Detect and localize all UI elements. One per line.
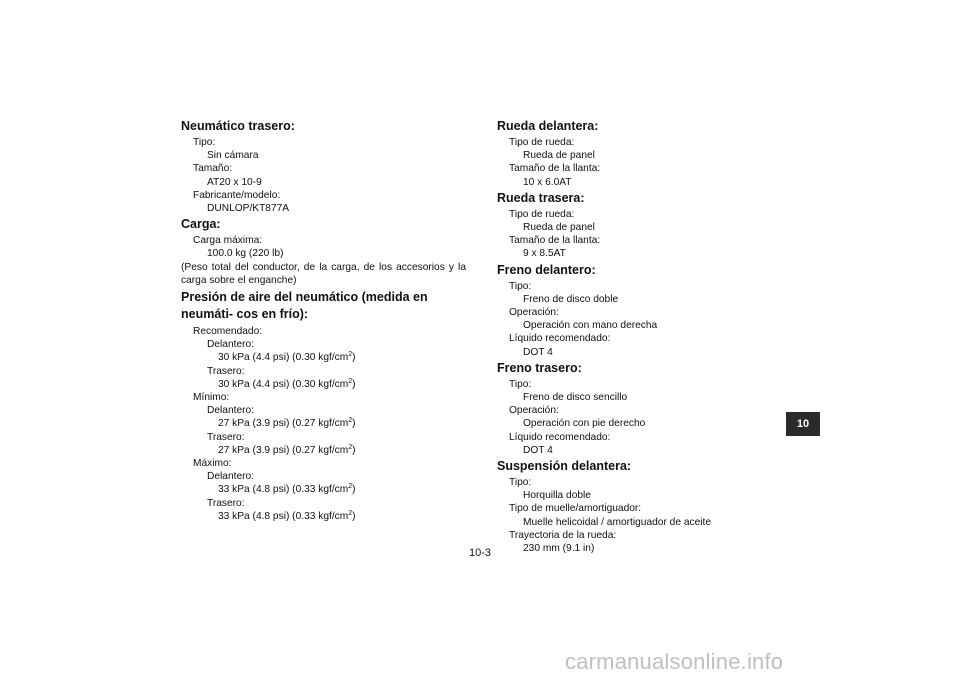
front-brake-type-label: Tipo: [509,280,532,292]
front-wheel-size-value: 10 x 6.0AT [523,176,572,188]
rear-wheel-type-value: Rueda de panel [523,222,595,234]
front-suspension-type-label: Tipo: [509,477,532,489]
rear-wheel-size-label: Tamaño de la llanta: [509,235,601,247]
rear-wheel-size-value: 9 x 8.5AT [523,248,566,260]
rear-wheel-heading: Rueda trasera: [497,190,585,205]
front-wheel-size-label: Tamaño de la llanta: [509,163,601,175]
front-suspension-travel-label: Trayectoria de la rueda: [509,529,617,541]
front-wheel-type-value: Rueda de panel [523,150,595,162]
front-brake-operation-label: Operación: [509,307,559,319]
front-wheel-heading: Rueda delantera: [497,119,599,133]
rear-brake-fluid-label: Líquido recomendado: [509,431,611,443]
load-max-value: 100.0 kg (220 lb) [207,248,284,260]
left-column [181,117,466,523]
watermark: carmanualsonline.info [565,649,784,674]
rear-tire-heading: Neumático trasero: [181,119,295,133]
pressure-rec-rear-label: Trasero: [207,365,245,377]
rear-tire-size-value: AT20 x 10-9 [207,176,262,188]
pressure-max-rear-label: Trasero: [207,497,245,509]
rear-brake-type-value: Freno de disco sencillo [523,392,628,404]
front-brake-fluid-label: Líquido recomendado: [509,333,611,345]
rear-brake-operation-label: Operación: [509,405,559,417]
front-suspension-heading: Suspensión delantera: [497,459,632,474]
load-max-label: Carga máxima: [193,235,263,247]
rear-tire-size-label: Tamaño: [193,163,233,175]
rear-tire-type-value: Sin cámara [207,150,259,162]
pressure-min-rear-value: 27 kPa (3.9 psi) (0.27 kgf/$cm^2$) [218,443,356,456]
chapter-tab: 10 [786,412,820,436]
pressure-rec-rear-value: 30 kPa (4.4 psi) (0.30 kgf/$cm^2$) [218,377,356,390]
rear-brake-type-label: Tipo: [509,378,532,390]
pressure-min-front-value: 27 kPa (3.9 psi) (0.27 kgf/$cm^2$) [218,417,356,430]
pressure-min-rear-label: Trasero: [207,431,245,443]
rear-brake-heading: Freno trasero: [497,360,582,375]
pressure-rec-front-value: 30 kPa (4.4 psi) (0.30 kgf/$cm^2$) [218,351,356,364]
front-brake-operation-value: Operación con mano derecha [523,320,658,332]
front-brake-fluid-value: DOT 4 [523,346,553,358]
rear-tire-maker-value: DUNLOP/KT877A [207,203,290,215]
pressure-max-rear-value: 33 kPa (4.8 psi) (0.33 kgf/$cm^2$) [218,509,356,522]
load-note: (Peso total del conductor, de la carga, de los accesorios y la carga sobre el enganche) [181,261,466,286]
front-suspension-spring-label: Tipo de muelle/amortiguador: [509,503,642,515]
pressure-minimum-label: Mínimo: [193,392,230,404]
right-column [497,117,757,555]
pressure-rec-front-label: Delantero: [207,339,255,351]
front-wheel-type-label: Tipo de rueda: [509,137,575,148]
front-brake-heading: Freno delantero: [497,262,596,277]
rear-brake-fluid-value: DOT 4 [523,444,553,456]
front-suspension-travel-value: 230 mm (9.1 in) [523,543,595,555]
front-suspension-type-value: Horquilla doble [523,490,591,502]
load-heading: Carga: [181,217,221,232]
pressure-heading: Presión de aire del neumático (medida en neumáti- cos en frío): [181,290,428,322]
pressure-recommended-label: Recomendado: [193,326,263,338]
page-number: 10-3 [468,547,492,559]
front-brake-type-value: Freno de disco doble [523,293,619,305]
pressure-maximum-label: Máximo: [193,458,232,470]
front-suspension-spring-value: Muelle helicoidal / amortiguador de aceite [523,516,712,528]
rear-wheel-type-label: Tipo de rueda: [509,208,575,220]
pressure-max-front-value: 33 kPa (4.8 psi) (0.33 kgf/$cm^2$) [218,483,356,496]
rear-tire-maker-label: Fabricante/modelo: [193,189,281,201]
pressure-min-front-label: Delantero: [207,405,255,417]
pressure-max-front-label: Delantero: [207,471,255,483]
rear-tire-type-label: Tipo: [193,137,216,148]
rear-brake-operation-value: Operación con pie derecho [523,418,646,430]
